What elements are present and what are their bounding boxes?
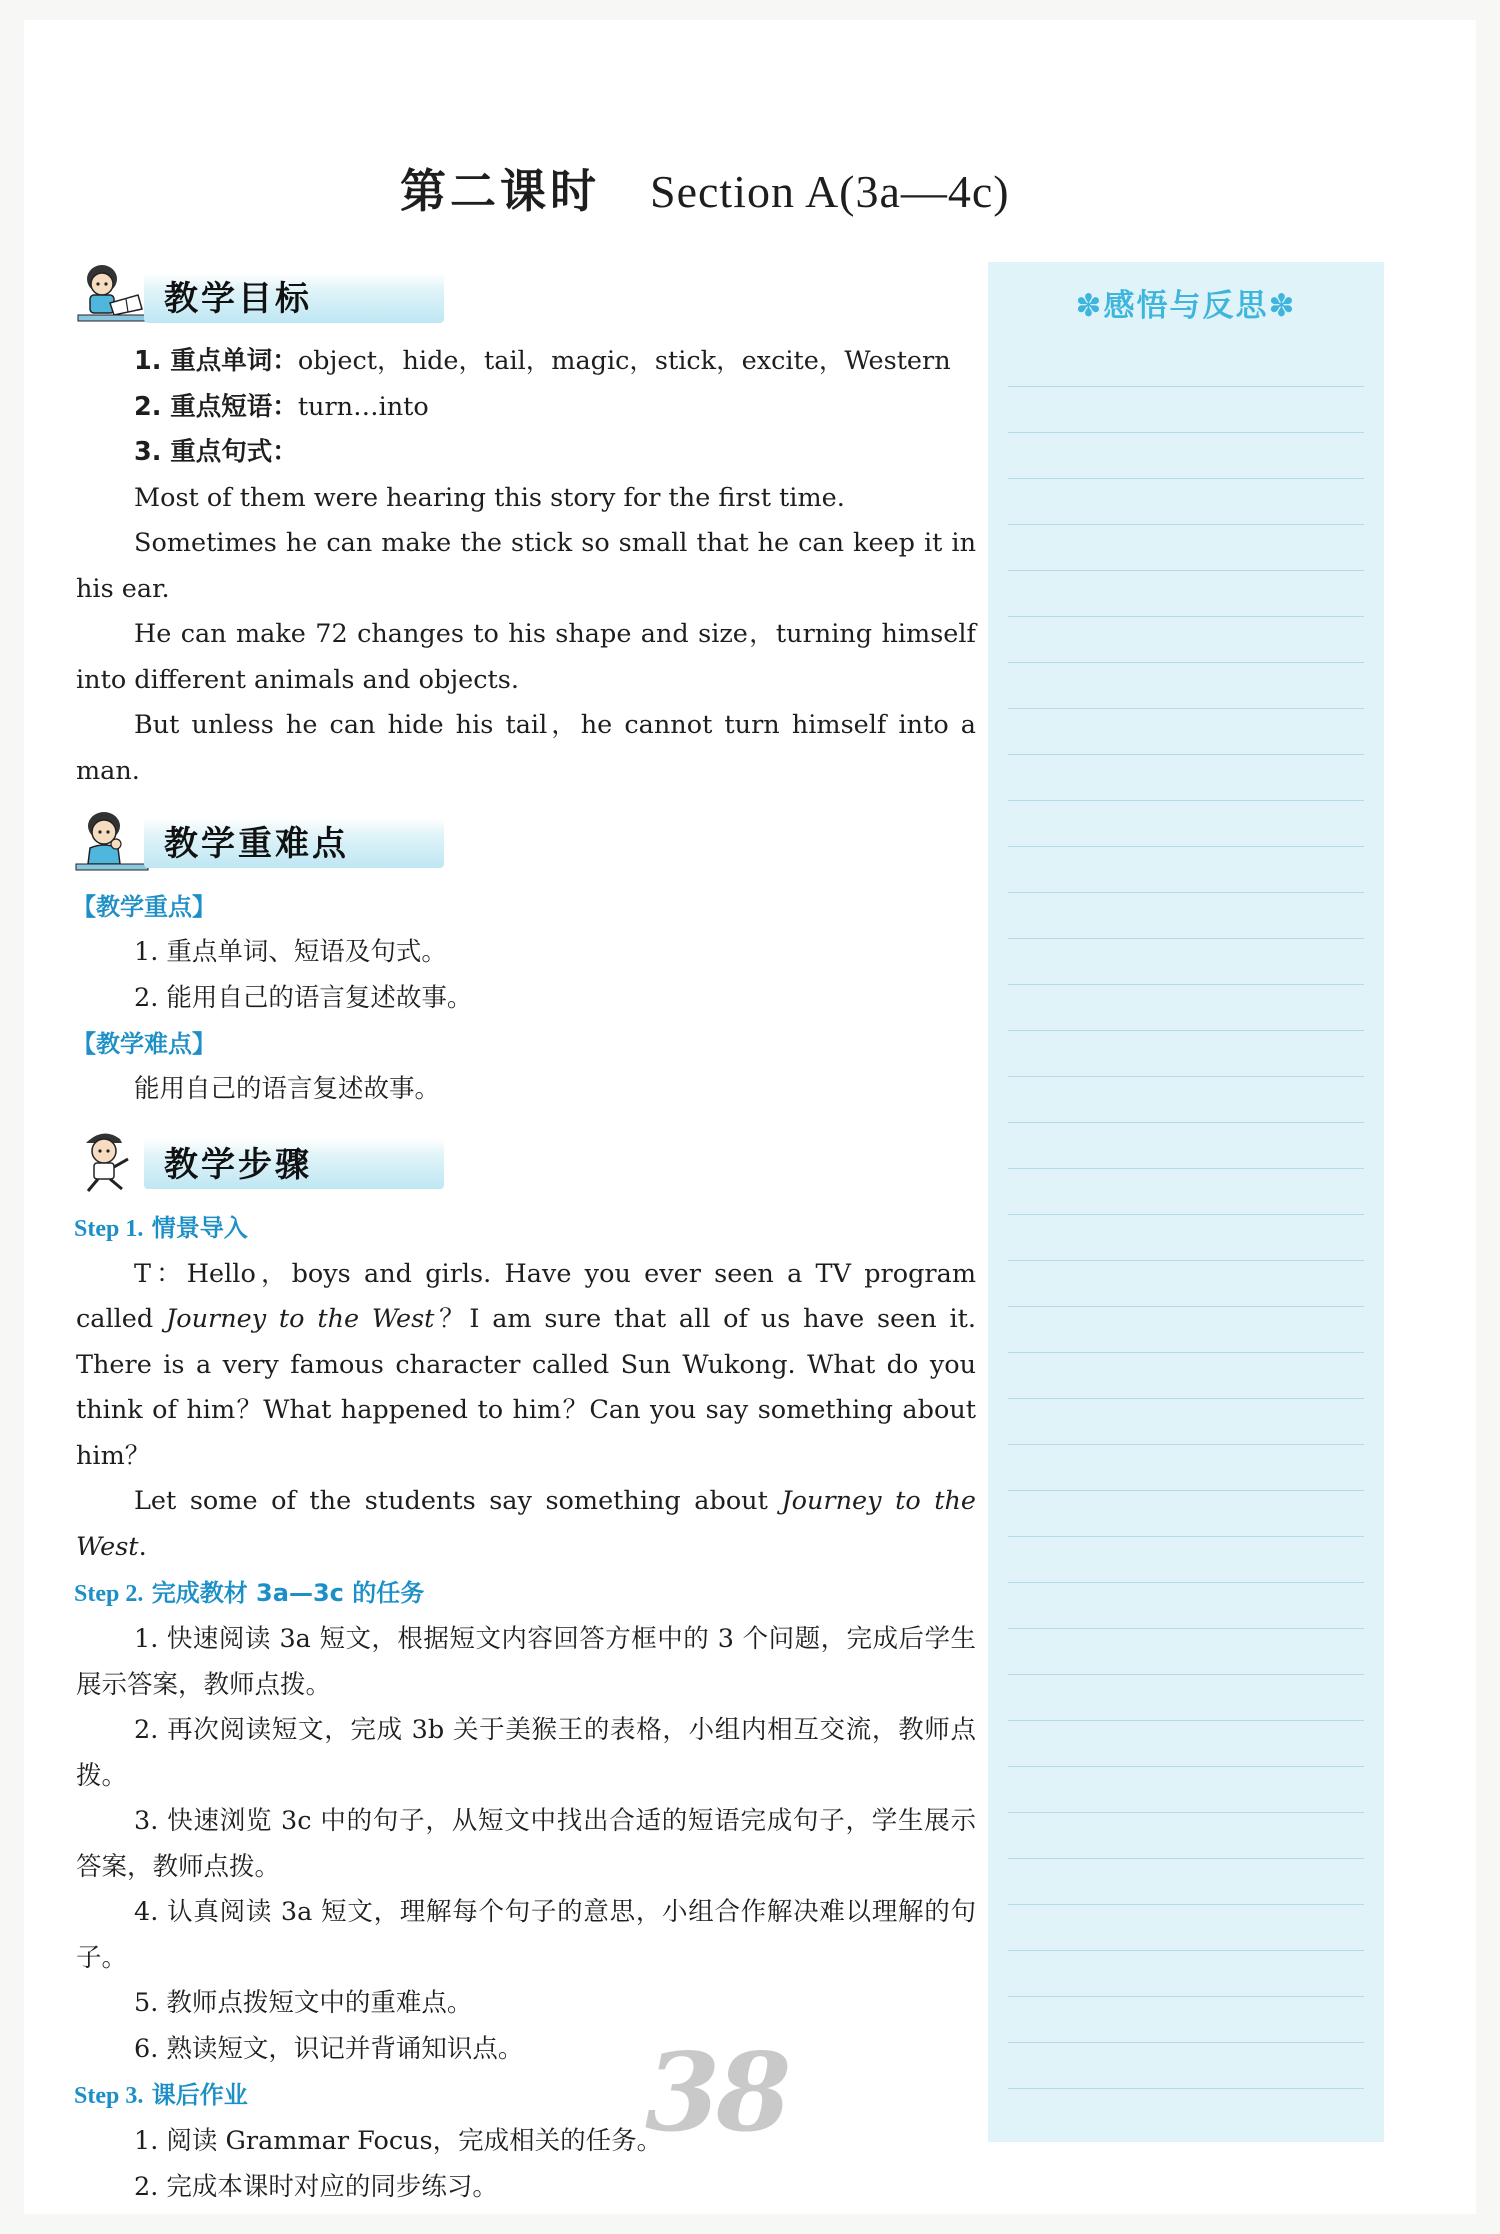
page-title bbox=[400, 155, 1120, 221]
reading-kid-icon bbox=[72, 259, 154, 329]
focus-label: 【教学重点】 bbox=[72, 893, 216, 921]
heading-label: 教学重难点 bbox=[164, 824, 349, 864]
sidebar-title: ✽感悟与反思✽ bbox=[1075, 288, 1297, 324]
focus-item: 2. 能用自己的语言复述故事。 bbox=[134, 982, 473, 1013]
objective-item-1 bbox=[76, 339, 976, 385]
step-3-item: 2. 完成本课时对应的同步练习。 bbox=[134, 2171, 498, 2202]
heading-label: 教学步骤 bbox=[164, 1144, 312, 1185]
text-run: Let some of the students say something about bbox=[134, 1486, 782, 1516]
objective-text: object，hide，tail，magic，stick，excite，Western bbox=[297, 346, 951, 376]
step-title: 完成教材 3a—3c 的任务 bbox=[151, 1579, 425, 1607]
objective-item-2 bbox=[76, 385, 976, 431]
step-2-heading bbox=[74, 1570, 976, 1617]
step-2-item: 4. 认真阅读 3a 短文，理解每个句子的意思，小组合作解决难以理解的句子。 bbox=[76, 1897, 976, 1973]
objective-item-3 bbox=[76, 430, 976, 476]
step-2-item: 3. 快速浏览 3c 中的句子，从短文中找出合适的短语完成句子，学生展示答案，教师点拨。 bbox=[76, 1806, 976, 1882]
key-sentence: But unless he can hide his tail，he cannot turn himself into a man. bbox=[76, 710, 976, 786]
main-content bbox=[72, 255, 976, 2210]
difficulty-label: 【教学难点】 bbox=[72, 1030, 216, 1058]
difficulty-text: 能用自己的语言复述故事。 bbox=[134, 1074, 441, 1104]
step-1-heading bbox=[74, 1205, 976, 1252]
step-2-item: 6. 熟读短文，识记并背诵知识点。 bbox=[134, 2033, 524, 2064]
text-run: ？I am sure that all of us have seen it. There is a very famous character called Sun Wukong. What do you think of him？What happened to him？Can you say something about him？ bbox=[76, 1304, 976, 1471]
thinking-kid-icon bbox=[72, 804, 154, 874]
section-heading-objectives bbox=[72, 259, 976, 333]
step-2-item: 2. 再次阅读短文，完成 3b 关于美猴王的表格，小组内相互交流，教师点拨。 bbox=[76, 1715, 976, 1791]
section-heading-procedure bbox=[72, 1125, 976, 1199]
lesson-title-zh: 第二课时 bbox=[400, 164, 600, 218]
key-sentence: Most of them were hearing this story for the first time. bbox=[134, 482, 845, 513]
objective-label: 2. 重点短语： bbox=[134, 391, 298, 422]
step-2-item: 5. 教师点拨短文中的重难点。 bbox=[134, 1988, 473, 2018]
objective-label: 1. 重点单词： bbox=[134, 346, 298, 376]
step-2-item: 1. 快速阅读 3a 短文，根据短文内容回答方框中的 3 个问题，完成后学生展示答案，教师点拨。 bbox=[76, 1624, 976, 1700]
text-run: . bbox=[138, 1531, 147, 1562]
key-sentence: Sometimes he can make the stick so small that he can keep it in his ear. bbox=[76, 528, 976, 604]
objective-text: turn…into bbox=[297, 391, 429, 422]
step-3-item: 1. 阅读 Grammar Focus，完成相关的任务。 bbox=[134, 2126, 663, 2156]
note-lines bbox=[1008, 342, 1364, 2122]
step-number: Step 3. bbox=[74, 2083, 144, 2109]
objective-label: 3. 重点句式： bbox=[134, 437, 298, 467]
reflection-sidebar bbox=[988, 262, 1384, 2142]
step-1-dialogue bbox=[76, 1252, 976, 1480]
key-sentence: He can make 72 changes to his shape and size，turning himself into different animals and objects. bbox=[76, 619, 976, 695]
page-number: 38 bbox=[645, 2030, 788, 2156]
step-title: 情景导入 bbox=[151, 1213, 248, 1242]
step-3-heading bbox=[74, 2072, 976, 2119]
heading-label: 教学目标 bbox=[164, 279, 312, 319]
step-1-activity bbox=[76, 1479, 976, 1570]
step-number: Step 1. bbox=[74, 1215, 144, 1242]
book-title: Journey to the West bbox=[166, 1304, 435, 1334]
section-heading-keypoints bbox=[72, 804, 976, 878]
focus-item: 1. 重点单词、短语及句式。 bbox=[134, 937, 447, 967]
book-title: Journey to the West bbox=[76, 1486, 976, 1562]
running-kid-icon bbox=[72, 1125, 154, 1195]
step-title: 课后作业 bbox=[151, 2081, 248, 2109]
text-run: T：Hello，boys and girls. Have you ever seen a TV program called bbox=[76, 1258, 976, 1334]
lesson-title-en: Section A(3a—4c) bbox=[650, 166, 1010, 217]
step-number: Step 2. bbox=[74, 1581, 144, 1607]
